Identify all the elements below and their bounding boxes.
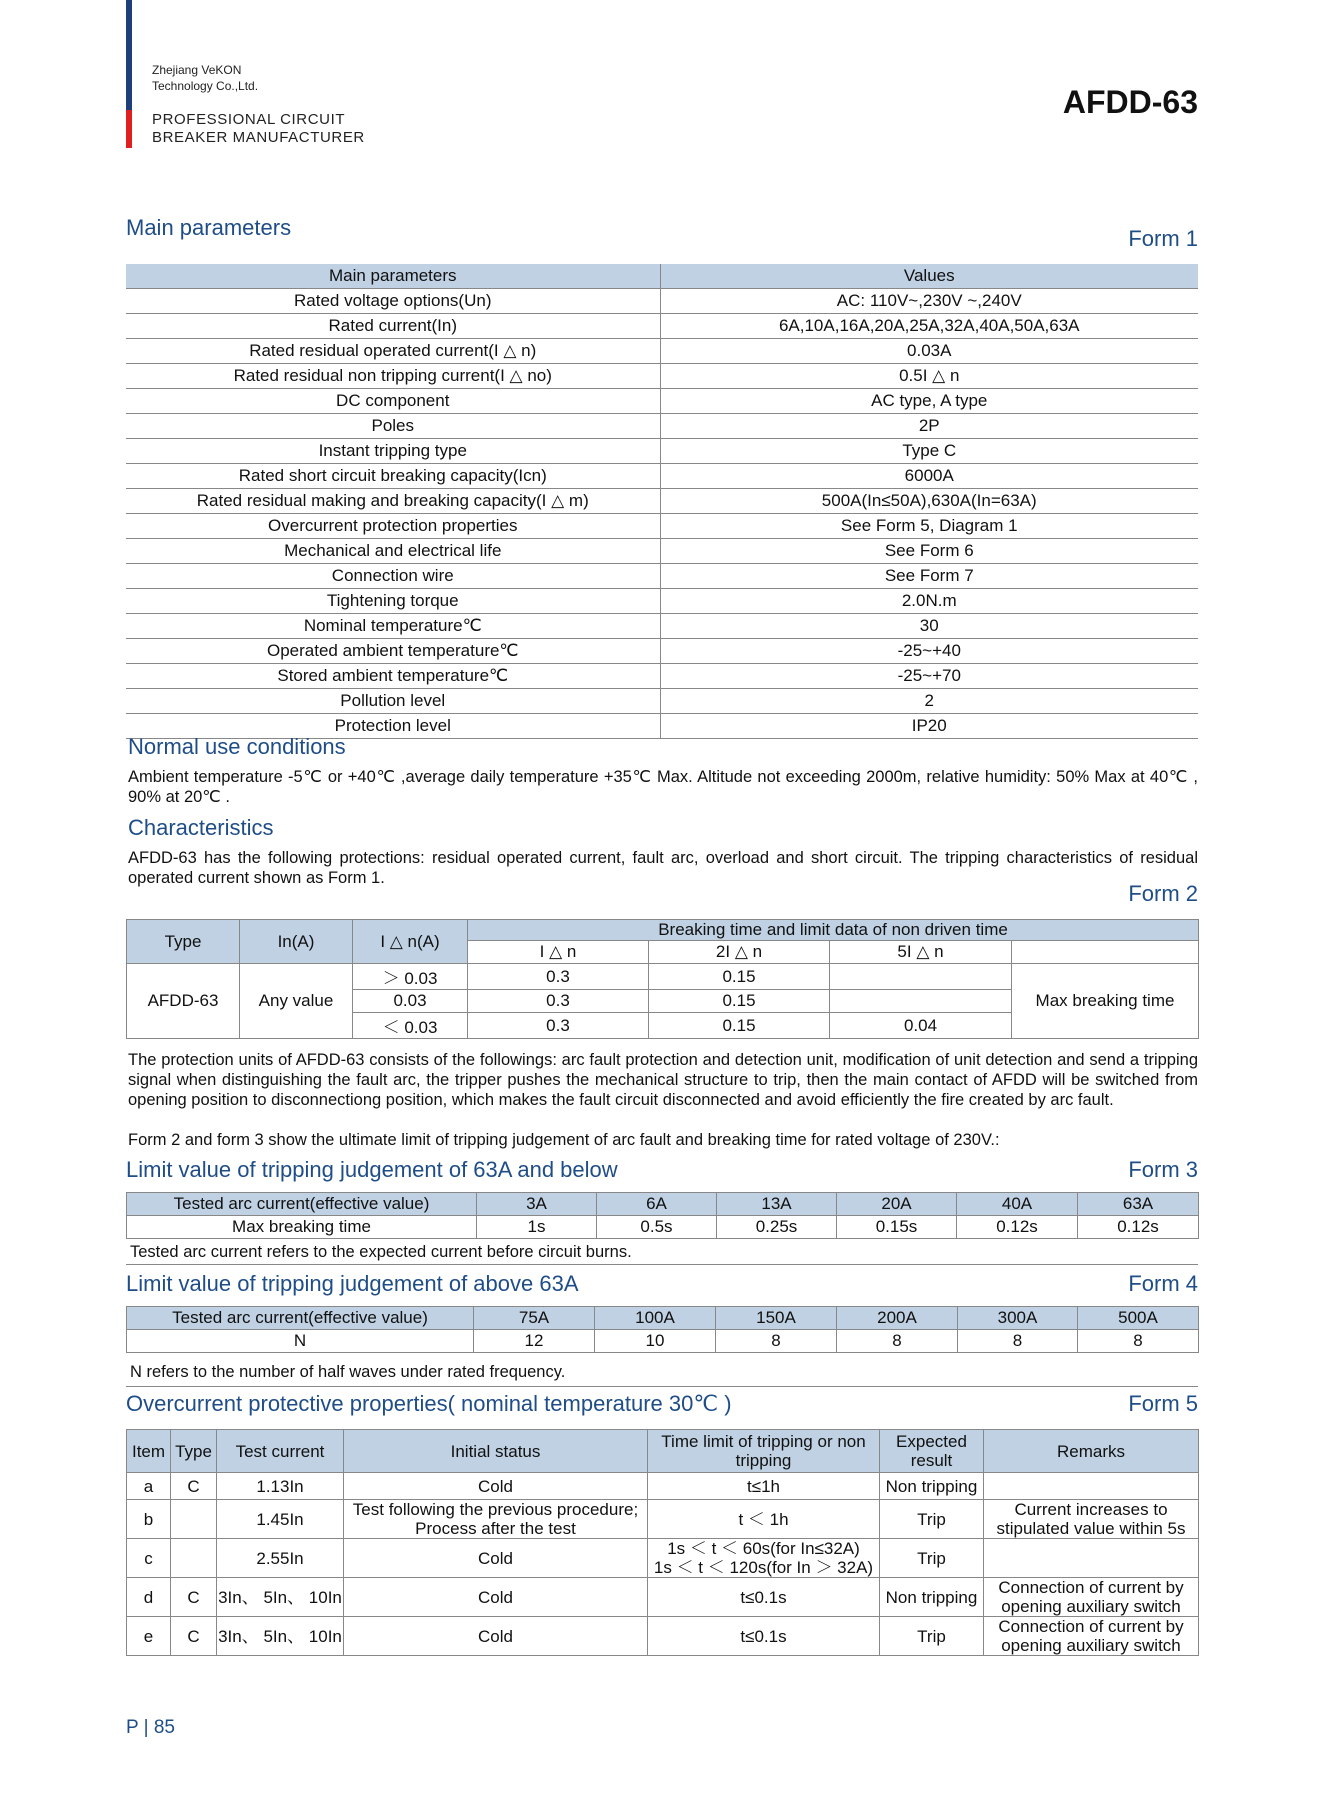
table-row xyxy=(127,1539,1199,1578)
tagline xyxy=(152,111,365,147)
cell: 0.15 xyxy=(649,990,830,1013)
cell: 8 xyxy=(1078,1330,1199,1353)
table-row xyxy=(126,614,1198,639)
table-header-row xyxy=(127,1307,1199,1330)
cell: 0.25s xyxy=(717,1216,837,1239)
company-name xyxy=(152,62,258,94)
table-header-cell: 150A xyxy=(716,1307,837,1330)
table-row xyxy=(126,389,1198,414)
header-type: Type xyxy=(127,920,240,964)
table-header-cell: Initial status xyxy=(344,1430,648,1473)
cell: Cold xyxy=(344,1539,648,1578)
parameter-value: 2 xyxy=(660,689,1198,714)
cell: 0.12s xyxy=(957,1216,1078,1239)
cell: 0.04 xyxy=(830,1013,1012,1039)
parameter-value: AC type, A type xyxy=(660,389,1198,414)
table-header-cell: Tested arc current(effective value) xyxy=(127,1307,474,1330)
table-header-row xyxy=(126,264,1198,289)
parameter-value: Type C xyxy=(660,439,1198,464)
table-header-cell: Test current xyxy=(217,1430,344,1473)
parameter-name: Rated residual making and breaking capacity(I △ m) xyxy=(126,489,660,514)
table-header-cell: 6A xyxy=(597,1193,717,1216)
table-row xyxy=(127,1500,1199,1539)
form-label-4: Form 4 xyxy=(1128,1271,1198,1296)
form2-table xyxy=(126,919,1199,1039)
subheader-empty xyxy=(1012,941,1199,964)
cell: N xyxy=(127,1330,474,1353)
parameter-value: 500A(In≤50A),630A(In=63A) xyxy=(660,489,1198,514)
parameter-name: Instant tripping type xyxy=(126,439,660,464)
cell: t≤0.1s xyxy=(648,1578,880,1617)
table-row xyxy=(126,564,1198,589)
subheader-2idn: 2I △ n xyxy=(649,941,830,964)
section-title-characteristics: Characteristics xyxy=(128,815,274,840)
parameter-value: 0.03A xyxy=(660,339,1198,364)
form4-note: N refers to the number of half waves under rated frequency. xyxy=(130,1363,566,1381)
cell: Cold xyxy=(344,1473,648,1500)
cell xyxy=(984,1473,1199,1500)
cell: 0.15 xyxy=(649,1013,830,1039)
cell: Non tripping xyxy=(880,1578,984,1617)
parameter-value: 2.0N.m xyxy=(660,589,1198,614)
table-header-cell: Values xyxy=(660,264,1198,289)
section-title-form3: Limit value of tripping judgement of 63A and below xyxy=(126,1157,618,1182)
header-accent-bar-blue xyxy=(126,0,132,110)
parameter-name: Rated short circuit breaking capacity(Icn) xyxy=(126,464,660,489)
table-row xyxy=(126,339,1198,364)
form4-table xyxy=(126,1306,1199,1353)
table-row xyxy=(126,589,1198,614)
parameter-name: Rated residual non tripping current(I △ no) xyxy=(126,364,660,389)
table-header-row xyxy=(127,1430,1199,1473)
tagline-line-2: BREAKER MANUFACTURER xyxy=(152,129,365,146)
subheader-5idn: 5I △ n xyxy=(830,941,1012,964)
parameter-name: Rated voltage options(Un) xyxy=(126,289,660,314)
table-row xyxy=(127,1330,1199,1353)
cell xyxy=(830,964,1012,990)
cell: Connection of current by opening auxiliary switch xyxy=(984,1617,1199,1656)
table-row xyxy=(126,364,1198,389)
cell-remark: Max breaking time xyxy=(1012,964,1199,1039)
cell-type: AFDD-63 xyxy=(127,964,240,1039)
cell: 8 xyxy=(837,1330,958,1353)
parameter-value: 30 xyxy=(660,614,1198,639)
cell: 3In、 5In、 10In xyxy=(217,1578,344,1617)
parameter-name: Protection level xyxy=(126,714,660,739)
cell: Trip xyxy=(880,1617,984,1656)
parameter-name: Overcurrent protection properties xyxy=(126,514,660,539)
table-row xyxy=(126,414,1198,439)
header-in: In(A) xyxy=(240,920,353,964)
cell: 8 xyxy=(716,1330,837,1353)
cell: 1.45In xyxy=(217,1500,344,1539)
table-header-cell: 40A xyxy=(957,1193,1078,1216)
section-title-form4: Limit value of tripping judgement of above 63A xyxy=(126,1271,579,1296)
table-row xyxy=(126,289,1198,314)
normal-use-text: Ambient temperature -5℃ or +40℃ ,average daily temperature +35℃ Max. Altitude not exceeding 2000m, relative humidity: 50% Max at 40℃ , 90% at 20℃ . xyxy=(128,768,1198,806)
cell: 2.55In xyxy=(217,1539,344,1578)
cell: b xyxy=(127,1500,171,1539)
page-number: P | 85 xyxy=(126,1717,175,1738)
cell xyxy=(984,1539,1199,1578)
parameter-name: Rated current(In) xyxy=(126,314,660,339)
header-accent-bar-red xyxy=(126,110,132,148)
cell: c xyxy=(127,1539,171,1578)
parameter-name: Stored ambient temperature℃ xyxy=(126,664,660,689)
cell: e xyxy=(127,1617,171,1656)
table-header-cell: Tested arc current(effective value) xyxy=(127,1193,477,1216)
cell: 0.3 xyxy=(468,990,649,1013)
cell: 1s xyxy=(477,1216,597,1239)
section-title-main-parameters: Main parameters xyxy=(126,215,292,240)
table-header-cell: 100A xyxy=(595,1307,716,1330)
cell: t ＜ 1h xyxy=(648,1500,880,1539)
company-line-1: Zhejiang VeKON xyxy=(152,63,242,77)
table-header-cell: Remarks xyxy=(984,1430,1199,1473)
cell: C xyxy=(171,1578,217,1617)
cell: ＞ 0.03 xyxy=(353,964,468,990)
divider xyxy=(126,1386,1198,1387)
cell: 8 xyxy=(958,1330,1078,1353)
table-row xyxy=(126,489,1198,514)
table-row xyxy=(127,1473,1199,1500)
section-title-normal-use: Normal use conditions xyxy=(128,734,346,759)
subheader-idn: I △ n xyxy=(468,941,649,964)
cell: ＜ 0.03 xyxy=(353,1013,468,1039)
header-idn: I △ n(A) xyxy=(353,920,468,964)
parameter-name: Nominal temperature℃ xyxy=(126,614,660,639)
cell: Trip xyxy=(880,1539,984,1578)
cell: C xyxy=(171,1473,217,1500)
table-row xyxy=(126,539,1198,564)
characteristics-text: AFDD-63 has the following protections: residual operated current, fault arc, overload and short circuit. The tripping characteristics of residual operated current shown as Form 1. xyxy=(128,849,1198,887)
parameter-name: DC component xyxy=(126,389,660,414)
company-line-2: Technology Co.,Ltd. xyxy=(152,79,259,93)
form-label-3: Form 3 xyxy=(1128,1157,1198,1182)
parameter-name: Tightening torque xyxy=(126,589,660,614)
table-header-row xyxy=(127,920,1199,941)
parameter-name: Pollution level xyxy=(126,689,660,714)
form-label-1: Form 1 xyxy=(1128,226,1198,251)
cell: 1.13In xyxy=(217,1473,344,1500)
table-row xyxy=(127,1617,1199,1656)
cell: t≤1h xyxy=(648,1473,880,1500)
cell: Current increases to stipulated value within 5s xyxy=(984,1500,1199,1539)
table-row xyxy=(126,664,1198,689)
table-header-cell: 63A xyxy=(1078,1193,1199,1216)
cell: Trip xyxy=(880,1500,984,1539)
main-parameters-table xyxy=(126,264,1198,739)
parameter-value: 2P xyxy=(660,414,1198,439)
cell: 3In、 5In、 10In xyxy=(217,1617,344,1656)
table-header-cell: 500A xyxy=(1078,1307,1199,1330)
parameter-value: See Form 7 xyxy=(660,564,1198,589)
cell: a xyxy=(127,1473,171,1500)
cell: Connection of current by opening auxiliary switch xyxy=(984,1578,1199,1617)
header-breaking-time: Breaking time and limit data of non driven time xyxy=(468,920,1199,941)
tagline-line-1: PROFESSIONAL CIRCUIT xyxy=(152,111,346,128)
table-row xyxy=(126,464,1198,489)
table-header-cell: Expected result xyxy=(880,1430,984,1473)
forms-note-text: Form 2 and form 3 show the ultimate limit of tripping judgement of arc fault and breaking time for rated voltage of 230V.: xyxy=(128,1131,1000,1149)
parameter-name: Poles xyxy=(126,414,660,439)
table-header-cell: 3A xyxy=(477,1193,597,1216)
form-label-2: Form 2 xyxy=(1128,881,1198,906)
cell: C xyxy=(171,1617,217,1656)
table-header-cell: Item xyxy=(127,1430,171,1473)
table-row xyxy=(126,314,1198,339)
table-header-cell: 75A xyxy=(474,1307,595,1330)
parameter-value: See Form 5, Diagram 1 xyxy=(660,514,1198,539)
cell: Cold xyxy=(344,1578,648,1617)
table-header-cell: Type xyxy=(171,1430,217,1473)
model-title: AFDD-63 xyxy=(1062,84,1198,120)
cell: Non tripping xyxy=(880,1473,984,1500)
table-header-cell: Time limit of tripping or non tripping xyxy=(648,1430,880,1473)
table-row xyxy=(126,689,1198,714)
cell: t≤0.1s xyxy=(648,1617,880,1656)
parameter-value: AC: 110V~,230V ~,240V xyxy=(660,289,1198,314)
parameter-name: Connection wire xyxy=(126,564,660,589)
parameter-value: 0.5I △ n xyxy=(660,364,1198,389)
table-header-cell: 20A xyxy=(837,1193,957,1216)
table-row xyxy=(127,964,1199,990)
cell: Max breaking time xyxy=(127,1216,477,1239)
cell: 0.3 xyxy=(468,964,649,990)
parameter-value: -25~+70 xyxy=(660,664,1198,689)
section-title-form5: Overcurrent protective properties( nominal temperature 30℃ ) xyxy=(126,1391,732,1416)
cell xyxy=(830,990,1012,1013)
cell-in: Any value xyxy=(240,964,353,1039)
table-header-cell: 13A xyxy=(717,1193,837,1216)
parameter-name: Rated residual operated current(I △ n) xyxy=(126,339,660,364)
cell: 0.3 xyxy=(468,1013,649,1039)
form3-table xyxy=(126,1192,1199,1239)
parameter-value: IP20 xyxy=(660,714,1198,739)
cell xyxy=(171,1500,217,1539)
parameter-name: Operated ambient temperature℃ xyxy=(126,639,660,664)
cell: 0.5s xyxy=(597,1216,717,1239)
parameter-value: -25~+40 xyxy=(660,639,1198,664)
divider xyxy=(126,1264,1198,1265)
form5-table xyxy=(126,1429,1199,1656)
parameter-value: 6A,10A,16A,20A,25A,32A,40A,50A,63A xyxy=(660,314,1198,339)
form3-note: Tested arc current refers to the expected current before circuit burns. xyxy=(130,1243,632,1261)
cell: 10 xyxy=(595,1330,716,1353)
cell: 0.15 xyxy=(649,964,830,990)
form-label-5: Form 5 xyxy=(1128,1391,1198,1416)
table-header-cell: 200A xyxy=(837,1307,958,1330)
table-header-row xyxy=(127,1193,1199,1216)
table-row xyxy=(126,514,1198,539)
table-row xyxy=(126,439,1198,464)
cell: 1s ＜ t ＜ 60s(for In≤32A) 1s ＜ t ＜ 120s(for In ＞ 32A) xyxy=(648,1539,880,1578)
cell: 0.12s xyxy=(1078,1216,1199,1239)
parameter-value: 6000A xyxy=(660,464,1198,489)
table-header-cell: 300A xyxy=(958,1307,1078,1330)
protection-units-text: The protection units of AFDD-63 consists of the followings: arc fault protection and detection unit, modification of unit detection and send a tripping signal when distinguishing the fault arc, the tripper pushes the mechanical structure to trip, then the main contact of AFDD will be switched from opening position to disconnectiong position, which makes the fault circuit disconnected and avoid efficiently the fire created by arc fault. xyxy=(128,1051,1198,1109)
cell: d xyxy=(127,1578,171,1617)
parameter-name: Mechanical and electrical life xyxy=(126,539,660,564)
parameter-value: See Form 6 xyxy=(660,539,1198,564)
table-row xyxy=(127,1578,1199,1617)
cell: 12 xyxy=(474,1330,595,1353)
table-row xyxy=(127,1216,1199,1239)
cell xyxy=(171,1539,217,1578)
table-row xyxy=(126,639,1198,664)
cell: 0.15s xyxy=(837,1216,957,1239)
cell: Cold xyxy=(344,1617,648,1656)
cell: 0.03 xyxy=(353,990,468,1013)
table-header-cell: Main parameters xyxy=(126,264,660,289)
cell: Test following the previous procedure; Process after the test xyxy=(344,1500,648,1539)
